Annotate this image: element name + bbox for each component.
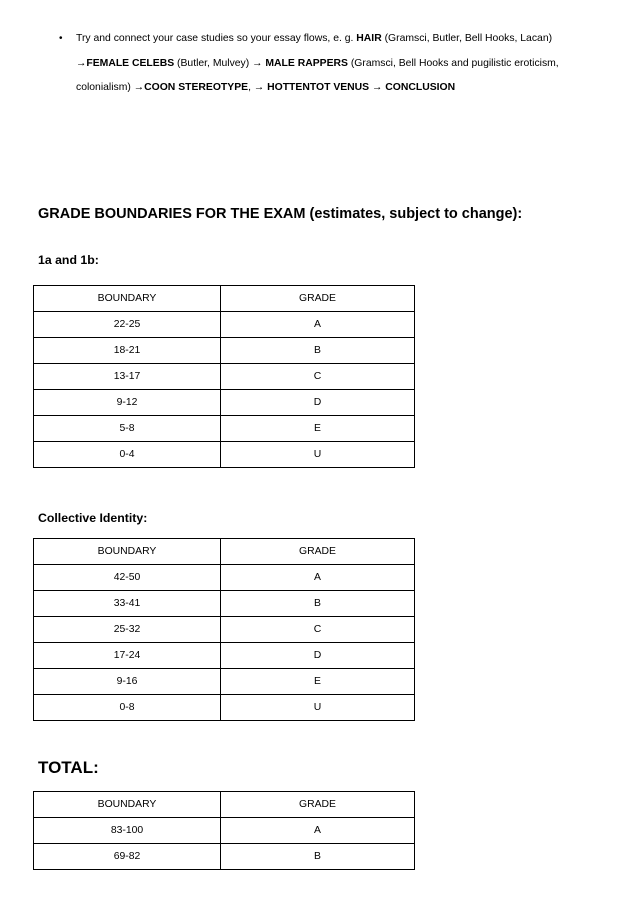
bullet-dot: • [59, 33, 63, 44]
grade-cell: E [221, 669, 415, 695]
arrow-icon: → [252, 57, 263, 69]
tip-female-refs: (Butler, Mulvey) [174, 57, 253, 69]
boundary-cell: 5-8 [34, 416, 221, 442]
section-heading-1a-1b: 1a and 1b: [38, 253, 99, 267]
table-row [34, 364, 415, 390]
boundary-cell: 33-41 [34, 591, 221, 617]
tip-intro: Try and connect your case studies so your essay flows, e. g. [76, 33, 357, 44]
table-row [34, 695, 415, 721]
arrow-icon: → [372, 82, 383, 93]
boundary-cell: 69-82 [34, 844, 221, 870]
table-row [34, 617, 415, 643]
boundary-cell: 22-25 [34, 312, 221, 338]
table-row [34, 565, 415, 591]
tip-colonialism: colonialism) [76, 82, 134, 93]
grade-cell: B [221, 591, 415, 617]
tip-hottentot: HOTTENTOT VENUS [267, 82, 370, 93]
grade-cell: C [221, 364, 415, 390]
boundary-cell: 0-4 [34, 442, 221, 468]
boundary-cell: 9-16 [34, 669, 221, 695]
grade-cell: D [221, 390, 415, 416]
tip-coon: COON STEREOTYPE [144, 82, 249, 93]
table-header-row [34, 286, 415, 312]
table-row [34, 844, 415, 870]
section-heading-total: TOTAL: [38, 758, 99, 777]
grade-cell: A [221, 818, 415, 844]
grade-cell: A [221, 565, 415, 591]
boundary-cell: 17-24 [34, 643, 221, 669]
table-row [34, 416, 415, 442]
boundary-cell: 83-100 [34, 818, 221, 844]
tip-hair: HAIR [356, 33, 382, 44]
section-heading-collective-identity: Collective Identity: [38, 511, 148, 525]
arrow-icon: → [76, 57, 87, 69]
grade-cell: D [221, 643, 415, 669]
grade-cell: B [221, 338, 415, 364]
boundary-cell: 18-21 [34, 338, 221, 364]
grade-table-total [33, 791, 415, 870]
table-header-row [34, 539, 415, 565]
grade-cell: E [221, 416, 415, 442]
column-header-boundary: BOUNDARY [34, 286, 221, 312]
table-row [34, 442, 415, 468]
boundary-cell: 9-12 [34, 390, 221, 416]
arrow-icon: → [133, 82, 145, 93]
table-row [34, 643, 415, 669]
grade-cell: U [221, 442, 415, 468]
table-row [34, 390, 415, 416]
boundary-cell: 0-8 [34, 695, 221, 721]
column-header-grade: GRADE [221, 286, 415, 312]
grade-table-1a-1b [33, 285, 415, 468]
essay-tip-bullet [54, 27, 614, 101]
tip-female-celebs: FEMALE CELEBS [86, 57, 175, 69]
column-header-boundary: BOUNDARY [34, 792, 221, 818]
column-header-grade: GRADE [221, 539, 415, 565]
tip-male-refs: (Gramsci, Bell Hooks and pugilistic eroticism, [347, 57, 559, 69]
table-header-row [34, 792, 415, 818]
table-row [34, 312, 415, 338]
page-title: GRADE BOUNDARIES FOR THE EXAM (estimates, subject to change): [38, 206, 523, 222]
arrow-icon: → [253, 82, 265, 93]
grade-cell: C [221, 617, 415, 643]
tip-male-rappers: MALE RAPPERS [265, 57, 348, 69]
tip-hair-refs: (Gramsci, Butler, Bell Hooks, Lacan) [381, 33, 553, 44]
tip-comma: , [248, 82, 254, 93]
grade-cell: A [221, 312, 415, 338]
table-row [34, 591, 415, 617]
grade-cell: U [221, 695, 415, 721]
grade-table-collective-identity [33, 538, 415, 721]
boundary-cell: 13-17 [34, 364, 221, 390]
table-row [34, 818, 415, 844]
grade-cell: B [221, 844, 415, 870]
column-header-grade: GRADE [221, 792, 415, 818]
boundary-cell: 25-32 [34, 617, 221, 643]
table-row [34, 669, 415, 695]
tip-conclusion: CONCLUSION [385, 82, 456, 93]
table-row [34, 338, 415, 364]
essay-tip-text [76, 27, 614, 101]
column-header-boundary: BOUNDARY [34, 539, 221, 565]
boundary-cell: 42-50 [34, 565, 221, 591]
